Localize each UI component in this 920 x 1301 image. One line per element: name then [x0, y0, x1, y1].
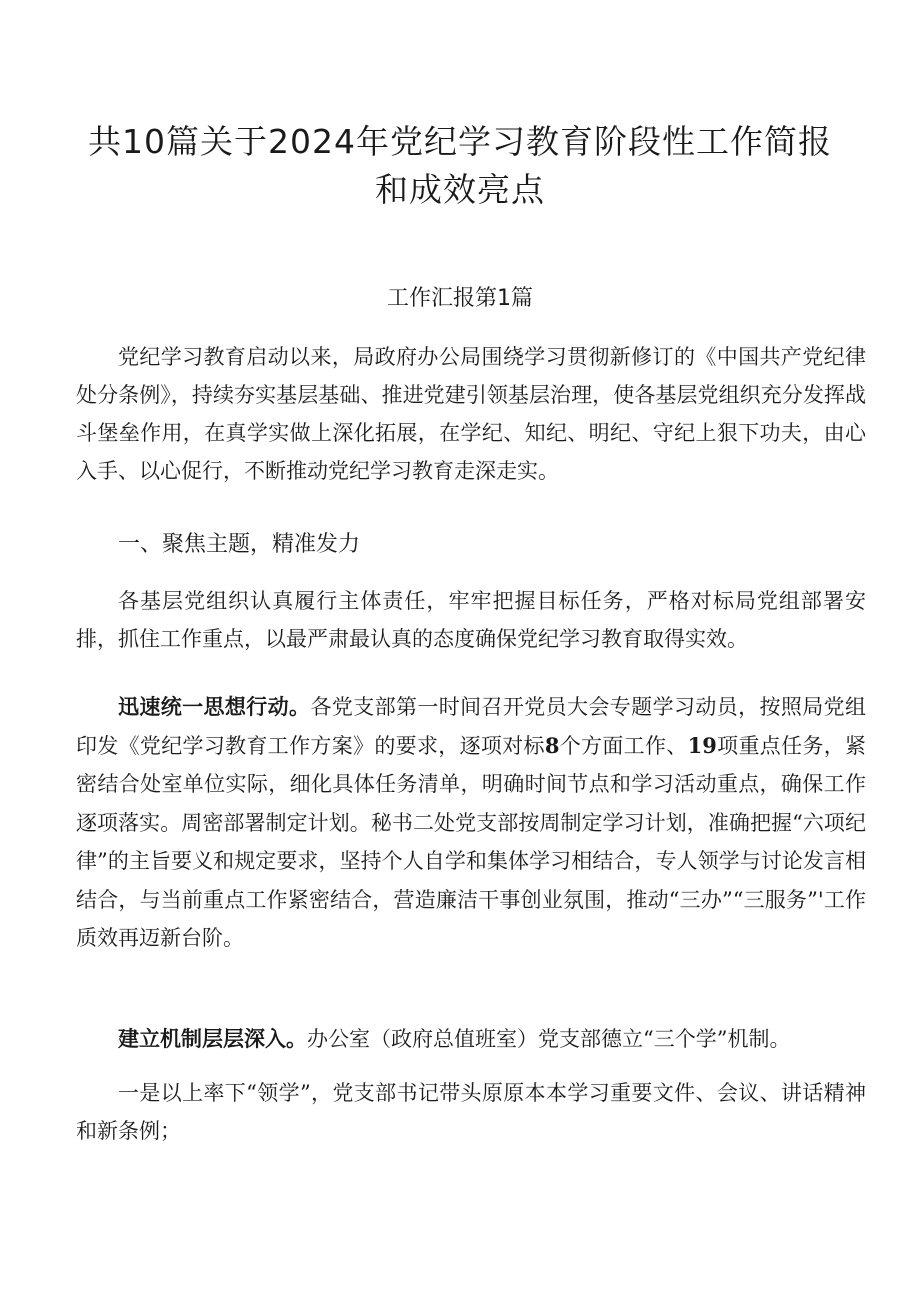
paragraph-4-text: 办公室（政府总值班室）党支部德立“三个学”机制。	[307, 1027, 791, 1051]
heading-1: 一、聚焦主题，精准发力	[118, 532, 361, 557]
paragraph-4	[76, 1020, 866, 1058]
paragraph-4-lead: 建立机制层层深入。	[118, 1027, 307, 1051]
paragraph-3-number-b: 19	[687, 732, 717, 758]
paragraph-3-text-b: 个方面工作、	[559, 733, 688, 758]
paragraph-3	[76, 688, 866, 958]
document-title-line-1: 共10篇关于2024年党纪学习教育阶段性工作简报	[88, 122, 832, 161]
paragraph-3-lead: 迅速统一思想行动。	[118, 695, 311, 719]
paragraph-3-number-a: 8	[544, 732, 560, 758]
section-title: 工作汇报第1篇	[387, 286, 533, 311]
document-title-line-2: 和成效亮点	[375, 170, 545, 209]
paragraph-5: 一是以上率下“领学”，党支部书记带头原原本本学习重要文件、会议、讲话精神和新条例；	[76, 1081, 866, 1143]
intro-paragraph: 党纪学习教育启动以来，局政府办公局围绕学习贯彻新修订的《中国共产党纪律处分条例》，持续夯实基层基础、推进党建引领基层治理，使各基层党组织充分发挥战斗堡垒作用，在真学实做上深化拓展，在学纪、知纪、明纪、守纪上狠下功夫，由心入手、以心促行，不断推动党纪学习教育走深走实。	[76, 345, 866, 483]
paragraph-3-text-c: 项重点任务，紧密结合处室单位实际，细化具体任务清单，明确时间节点和学习活动重点，确保工作逐项落实。周密部署制定计划。秘书二处党支部按周制定学习计划，准确把握“六项纪律”的主旨要义和规定要求，坚持个人自学和集体学习相结合，专人领学与讨论发言相结合，与当前重点工作紧密结合，营造廉洁干事创业氛围，推动“三办”“三服务”'工作质效再迈新台阶。	[76, 733, 867, 950]
paragraph-3-text-a: 各党支部第一时间召开党员大会专题学习动员，按照局党组印发《党纪学习教育工作方案》的要求，逐项对标	[76, 695, 867, 758]
paragraph-2: 各基层党组织认真履行主体责任，牢牢把握目标任务，严格对标局党组部署安排，抓住工作重点，以最严肃最认真的态度确保党纪学习教育取得实效。	[76, 589, 866, 651]
